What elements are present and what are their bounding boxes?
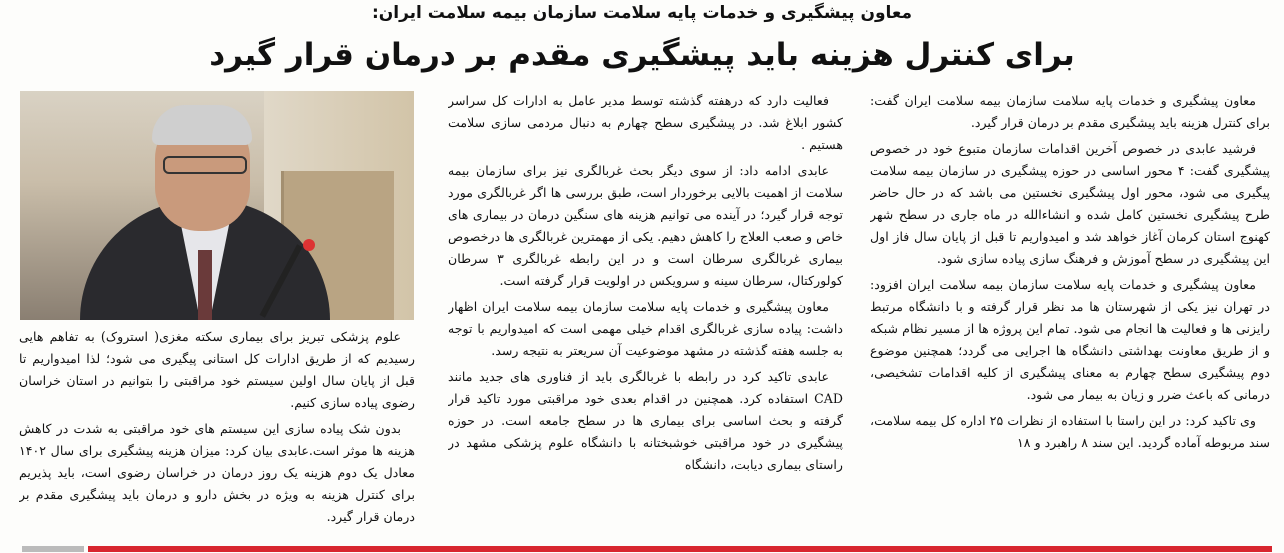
paragraph: بدون شک پیاده سازی این سیستم های خود مراقبتی به شدت در کاهش هزینه ها موثر است.عابدی بیان کرد: میزان هزینه پیشگیری برای سال ۱۴۰۲ معادل یک دوم هزینه یک روز درمان در خراسان رضوی است، باید پذیریم برای کنترل هزینه به ویژه در بخش دارو و درمان باید پیشگیری مقدم بر درمان قرار گیرد. [19,421,415,524]
headline: برای کنترل هزینه باید پیشگیری مقدم بر درمان قرار گیرد [209,37,1075,73]
paragraph: معاون پیشگیری و خدمات پایه سلامت سازمان بیمه سلامت ایران گفت: برای کنترل هزینه باید پیشگیری مقدم بر درمان قرار گیرد. [870,93,1270,130]
paragraph: معاون پیشگیری و خدمات پایه سلامت سازمان بیمه سلامت ایران افزود: در تهران نیز یکی از شهرستان ها مد نظر قرار گرفته و با دانشگاه مرتبط رایزنی ها و فعالیت ها انجام می شود. تمام این پروژه ها از مسیر نظام شبکه و از طریق معاونت بهداشتی دانشگاه ها اجرایی می گردد؛ همچنین موضوع دوم پیشگیری سطح چهارم به معنای پیشگیری از کلیه اقدامات تشخیصی، درمانی که باعث ضرر و زیان به بیمار می شود. [870,277,1270,402]
paragraph: وی تاکید کرد: در این راستا با استفاده از نظرات ۲۵ اداره کل بیمه سلامت، سند مربوطه آماده گردید. این سند ۸ راهبرد و ۱۸ [870,413,1270,450]
article-column-1 [870,90,1270,545]
footer-divider-red [88,546,1272,552]
paragraph: علوم پزشکی تبریز برای بیماری سکته مغزی( استروک) به تفاهم هایی رسیدیم که از طریق ادارات کل استانی پیگیری می شود؛ لذا امیدواریم تا قبل از پایان سال اولین سیستم خود مراقبتی را بتوانیم در استان خراسان رضوی پیاده سازی کنیم. [19,329,415,410]
paragraph: معاون پیشگیری و خدمات پایه سلامت سازمان بیمه سلامت ایران اظهار داشت: پیاده سازی غربالگری اقدام خیلی مهمی است که امیدواریم با توجه به جلسه هفته گذشته در مشهد موضوعیت آن سریعتر به نتیجه رسد. [448,299,843,358]
article-column-3 [19,326,415,546]
glasses [163,156,247,174]
paragraph: فرشید عابدی در خصوص آخرین اقدامات سازمان متبوع خود در خصوص پیشگیری گفت: ۴ محور اساسی در حوزه پیشگیری در سازمان بیمه سلامت پیگیری می شود، محور اول پیشگیری نخستین می باشد که در حال حاضر طرح پیشگیری نخستین کامل شده و انشاءالله در ماه جاری در سطح شهر کهنوج استان کرمان آغاز خواهد شد و امیدواریم تا قبل از پایان سال فاز اول این پیشگیری در سطح آموزش و فرهنگ سازی پیاده سازی شود. [870,141,1270,266]
paragraph: عابدی ادامه داد: از سوی دیگر بحث غربالگری نیز برای سازمان بیمه سلامت از اهمیت بالایی برخوردار است، طبق بررسی ها اگر غربالگری مورد توجه قرار گیرد؛ در آینده می توانیم هزینه های سنگین درمان در بیماری های خاص و صعب العلاج را کاهش دهیم. یکی از مهمترین غربالگری ها درخصوص بیماری غربالگری سرطان است و در این رابطه غربالگری ۳ سرطان کولورکتال، سرطان سینه و سرویکس در اولویت قرار گرفته است. [448,163,843,288]
kicker: معاون پیشگیری و خدمات پایه سلامت سازمان بیمه سلامت ایران: [371,3,913,23]
footer-divider-grey [22,546,84,552]
paragraph: فعالیت دارد که درهفته گذشته توسط مدیر عامل به ادارات کل سراسر کشور ابلاغ شد. در پیشگیری سطح چهارم به دنبال مردمی سازی سلامت هستیم . [448,93,843,152]
tie [198,250,212,320]
hair [152,105,252,145]
microphone-light-icon [303,239,315,251]
paragraph: عابدی تاکید کرد در رابطه با غربالگری باید از فناوری های جدید مانند CAD استفاده کرد. همچنین در اقدام بعدی خود مراقبتی مورد تاکید قرار گرفته و بحث اساسی برای بیماری ها در سطح جامعه است. در حوزه پیشگیری در خود مراقبتی خوشبختانه با دانشگاه علوم پزشکی مشهد در راستای بیماری دیابت، دانشگاه [448,369,843,472]
portrait-photo [20,91,414,320]
article-column-2 [448,90,843,545]
